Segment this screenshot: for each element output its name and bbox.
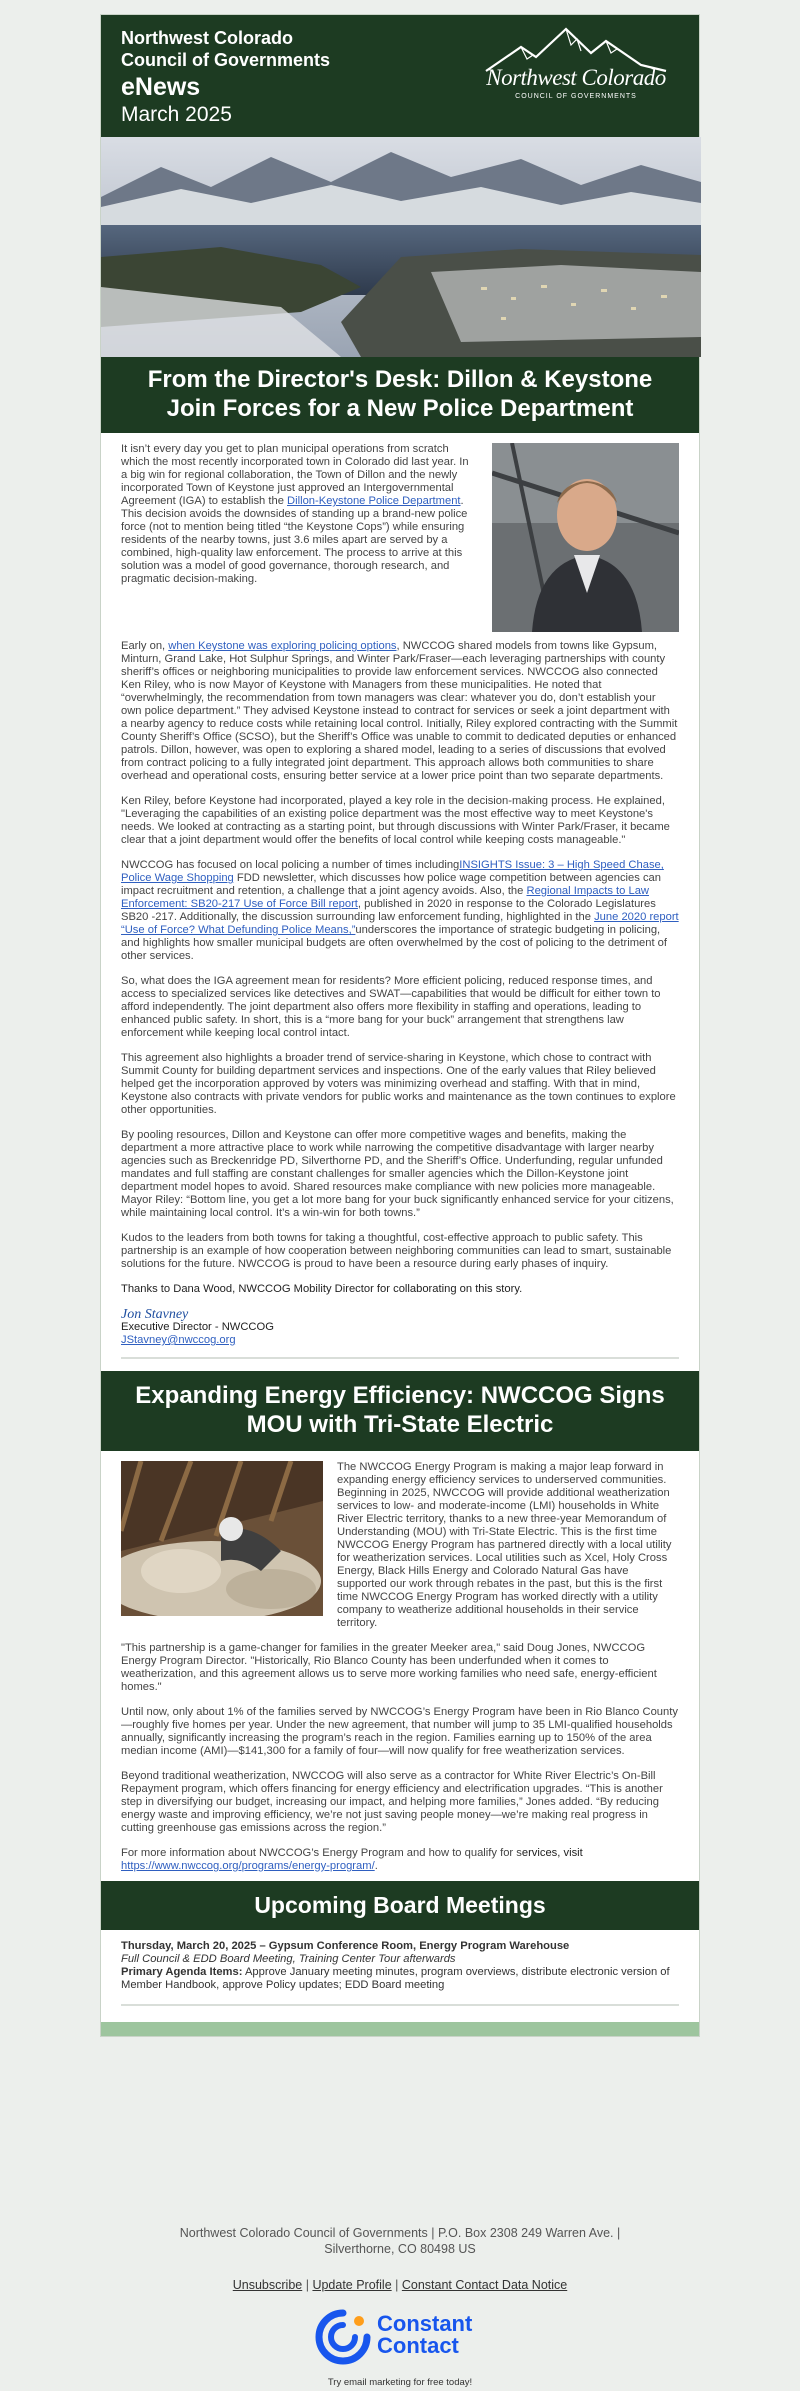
- meetings-title: Upcoming Board Meetings: [101, 1881, 699, 1930]
- constant-contact-icon: [315, 2309, 371, 2365]
- article1-paragraph: Kudos to the leaders from both towns for taking a thoughtful, cost-effective approach to public safety. This partnership is an example of how cooperation between neighboring communities can lead to smart, sustainable solutions for the future. NWCCOG is proud to have been a resource during early phases of inquiry.: [121, 1232, 672, 1270]
- email-container: [100, 14, 700, 2037]
- newsletter-title: eNews: [121, 73, 201, 101]
- email-footer: [0, 2225, 800, 2391]
- article2-paragraph: "This partnership is a game-changer for families in the greater Meeker area," said Doug Jones, NWCCOG Energy Program Director. "Historically, Rio Blanco County has been underfunded when it comes to weatherization, and this agreement allows us to serve more working families who need safe, energy-efficient homes.": [121, 1642, 657, 1693]
- meeting-date: Thursday, March 20, 2025 – Gypsum Conference Room, Energy Program Warehouse: [121, 1940, 570, 1952]
- constant-contact-tagline: Try email marketing for free today!: [327, 2377, 473, 2388]
- energy-program-link[interactable]: https://www.nwccog.org/programs/energy-program/: [121, 1860, 375, 1872]
- article1-body: It isn’t every day you get to plan municipal operations from scratch which the most recently incorporated town in Colorado did last year. In a big win for regional collaboration, the Town of Dillon and the newly incorporated Town of Keystone just approved an Intergovernmental Agreement (IGA) to establish the Dillon-Keystone Police Department. This decision avoids the downsides of standing up a brand-new police force (not to mention being titled “the Keystone Cops”) while ensuring residents of the nearby towns, just 3.6 miles apart are served by a combined, high-quality law enforcement. The process to arrive at this solution was a model of good governance, thorough research, and pragmatic decision-making. Early on, when Keystone was exploring policing options, NWCCOG shared models from towns like Gypsum, Minturn, Grand Lake, Hot Sulphur Springs, and Winter Park/Fraser—each leveraging partnerships with county sheriff’s offices or neighboring municipalities to provide law enforcement services. NWCCOG also connected Ken Riley, who is now Mayor of Keystone with Managers from these municipalities. He noted that “overwhelmingly, the recommendation from town managers was clear: whatever you do, don’t establish your own police department.” They advised Keystone instead to contract for services or seek a joint department with a nearby agency to reduce costs while retaining local control. Initially, Riley explored contracting with the Summit County Sheriff’s Office (SCSO), but the Sheriff’s Office was unable to commit to dedicated deputies or enhanced patrols. Dillon, however, was open to exploring a shared model, leading to a series of discussions that evolved from contract policing to a fully integrated joint department. This approach allows both communities to share overhead and operational costs, ensuring better service at a lower price point than two separate departments. Ken Riley, before Keystone had incorporated, played a key role in the decision-making process. He explained, "Leveraging the capabilities of an existing police department was the most effective way to meet Keystone's needs. We looked at contracting as a starting point, but through discussions with Winter Park/Fraser, it became clear that a joint department would offer the benefits of local control while keeping costs manageable." NWCCOG has focused on local policing a number of times includingINSIGHTS Issue: 3 – High Speed Chase, Police Wage Shopping FDD newsletter, which discusses how police wage competition between agencies can impact recruitment and retention, a challenge that a joint agency avoids. Also, the Regional Impacts to Law Enforcement: SB20-217 Use of Force Bill report, published in 2020 in response to the Colorado Legislatures SB20 -217. Additionally, the discussion surrounding law enforcement funding, highlighted in the June 2020 report “Use of Force? What Defunding Police Means,”underscores the importance of strategic budgeting in policing, and highlights how smaller municipal budgets are often overwhelmed by the cost of policing to the detriment of other services. So, what does the IGA agreement mean for residents? More efficient policing, reduced response times, and access to specialized services like detectives and SWAT—capabilities that would be difficult for either town to afford independently. The joint department also offers more flexibility in staffing and operations, leading to enhanced public safety. In short, this is a “more bang for your buck” arrangement that strengthens law enforcement while keeping local control intact. This agreement also highlights a broader trend of service-sharing in Keystone, which chose to contract with Summit County for building department services and inspections. One of the early values that Riley believed helped get the incorporation approved by voters was minimizing overhead and staffing. With that in mind, Keystone also contracts with private vendors for public works and maintenance as the town continues to explore other opportunities. By pooling resources, Dillon and Keystone can offer more competitive wages and benefits, making the department a more attractive place to work while narrowing the competitive disadvantage with larger nearby agencies such as Breckenridge PD, Silverthorne PD, and the Sheriff’s Office. Underfunding, regular unfunded mandates and full staffing are constant challenges for smaller agencies which the Dillon-Keystone joint department model hopes to avoid. Shared resources make compliance with new policies more manageable. Mayor Riley: “Bottom line, you get a lot more bang for your buck significantly enhanced service for your citizens, while maintaining local control. It’s a win-win for both towns.” Kudos to the leaders from both towns for taking a thoughtful, cost-effective approach to public safety. This partnership is an example of how cooperation between neighboring communities can lead to smart, sustainable solutions for the future. NWCCOG is proud to have been a resource during early phases of inquiry. Thanks to Dana Wood, NWCCOG Mobility Director for collaborating on this story. Jon Stavney Executive Director - NWCCOG JStavney@nwccog.org: [101, 433, 699, 1359]
- article2-body: The NWCCOG Energy Program is making a major leap forward in expanding energy efficiency services to underserved communities. Beginning in 2025, NWCCOG will provide additional weatherization services to low- and moderate-income (LMI) households in White River Electric territory, thanks to a new three-year Memorandum of Understanding (MOU) with Tri-State Electric. This is the first time NWCCOG Energy Program has partnered directly with a local utility for weatherization services. Local utilities such as Xcel, Holy Cross Energy, Black Hills Energy and Colorado Natural Gas have supported our work through rebates in the past, but this is the first time NWCCOG Energy Program has worked directly with a utility company to weatherize additional households in their service territory. "This partnership is a game-changer for families in the greater Meeker area," said Doug Jones, NWCCOG Energy Program Director. "Historically, Rio Blanco County has been underfunded when it comes to weatherization, and this agreement allows us to serve more working families who need safe, energy-efficient homes." Until now, only about 1% of the families served by NWCCOG’s Energy Program have been in Rio Blanco County—roughly five homes per year. Under the new agreement, that number will jump to 35 LMI-qualified households annually, significantly increasing the program’s reach in the region. Families earning up to 150% of the area median income (AMI)—$141,300 for a family of four—will now qualify for free weatherization services. Beyond traditional weatherization, NWCCOG will also serve as a contractor for White River Electric’s On-Bill Repayment program, which offers financing for energy efficiency and electrification upgrades. “This is another step in diversifying our budget, increasing our impact, and helping more families,” Jones added. “By reducing energy waste and improving efficiency, we’re not just saving people money—we’re making real progress in cutting greenhouse gas emissions across the region.” For more information about NWCCOG’s Energy Program and how to qualify for services, visit https://www.nwccog.org/programs/energy-program/.: [101, 1451, 699, 1873]
- footer-links: Unsubscribe | Update Profile | Constant Contact Data Notice: [232, 2278, 568, 2292]
- article2-title: Expanding Energy Efficiency: NWCCOG Signs MOU with Tri-State Electric: [101, 1371, 699, 1451]
- article1-paragraph: Ken Riley, before Keystone had incorporated, played a key role in the decision-making process. He explained, "Leveraging the capabilities of an existing police department was the most effective way to meet Keystone's needs. We looked at contracting as a starting point, but through discussions with Winter Park/Fraser, it became clear that a joint department would offer the benefits of local control while keeping costs manageable.": [121, 795, 670, 846]
- section-divider: [121, 1357, 679, 1359]
- director-title: Executive Director - NWCCOG: [121, 1321, 274, 1333]
- address-line-1: Northwest Colorado Council of Governments | P.O. Box 2308 249 Warren Ave. |: [179, 2226, 621, 2240]
- article2-paragraph: Beyond traditional weatherization, NWCCOG will also serve as a contractor for White River Electric’s On-Bill Repayment program, which offers financing for energy efficiency and electrification upgrades. “This is another step in diversifying our budget, increasing our impact, and helping more families,” Jones added. “By reducing energy waste and improving efficiency, we’re not just saving people money—we’re making real progress in cutting greenhouse gas emissions across the region.”: [121, 1770, 663, 1834]
- org-name: Northwest Colorado Council of Governments: [121, 28, 331, 70]
- agenda-label: Primary Agenda Items:: [121, 1966, 243, 1978]
- hero-lake-town-image: [101, 137, 701, 357]
- article1-paragraph: This agreement also highlights a broader trend of service-sharing in Keystone, which chose to contract with Summit County for building department services and inspections. One of the early values that Riley believed helped get the incorporation approved by voters was minimizing overhead and staffing. With that in mind, Keystone also contracts with private vendors for public works and maintenance as the town continues to explore other opportunities.: [121, 1052, 676, 1116]
- article1-paragraph: So, what does the IGA agreement mean for residents? More efficient policing, reduced response times, and access to specialized services like detectives and SWAT—capabilities that would be difficult for either town to afford independently. The joint department also offers more flexibility in staffing and operations, leading to enhanced public safety. In short, this is a “more bang for your buck” arrangement that strengthens law enforcement while keeping local control intact.: [121, 975, 661, 1039]
- green-footer-bar: [101, 2022, 699, 2036]
- article1-thanks: Thanks to Dana Wood, NWCCOG Mobility Director for collaborating on this story.: [121, 1283, 523, 1295]
- dillon-keystone-pd-link[interactable]: Dillon-Keystone Police Department: [287, 495, 461, 507]
- update-profile-link[interactable]: Update Profile: [312, 2278, 392, 2292]
- agenda-text: Approve January meeting minutes, program overviews, distribute electronic version of Member Handbook, approve Policy updates; EDD Board meeting: [121, 1966, 670, 1991]
- article2-paragraph: The NWCCOG Energy Program is making a major leap forward in expanding energy efficiency services to underserved communities. Beginning in 2025, NWCCOG will provide additional weatherization services to low- and moderate-income (LMI) households in White River Electric territory, thanks to a new three-year Memorandum of Understanding (MOU) with Tri-State Electric. This is the first time NWCCOG Energy Program has partnered directly with a local utility for weatherization services. Local utilities such as Xcel, Holy Cross Energy, Black Hills Energy and Colorado Natural Gas have supported our work through rebates in the past, but this is the first time NWCCOG Energy Program has worked directly with a utility company to weatherize additional households in their service territory.: [337, 1461, 672, 1629]
- newsletter-month: March 2025: [121, 103, 232, 126]
- constant-contact-logo[interactable]: Constant Contact: [315, 2309, 485, 2369]
- unsubscribe-link[interactable]: Unsubscribe: [232, 2278, 303, 2292]
- nwccog-logo: Northwest Colorado COUNCIL OF GOVERNMENTS: [481, 25, 671, 105]
- director-signature: Jon Stavney: [121, 1307, 189, 1322]
- section-divider: [121, 2004, 679, 2006]
- email-header: [101, 15, 699, 137]
- keystone-policing-options-link[interactable]: when Keystone was exploring policing options: [168, 640, 397, 652]
- director-portrait-photo: [492, 443, 679, 632]
- meeting-subtitle: Full Council & EDD Board Meeting, Training Center Tour afterwards: [121, 1953, 456, 1965]
- attic-insulation-photo: [121, 1461, 323, 1616]
- insights-issue-link[interactable]: INSIGHTS Issue: 3 – High Speed Chase, Police Wage Shopping: [121, 859, 664, 884]
- meeting-details: [101, 1930, 699, 2022]
- data-notice-link[interactable]: Constant Contact Data Notice: [401, 2278, 568, 2292]
- director-email-link[interactable]: JStavney@nwccog.org: [121, 1334, 236, 1346]
- defunding-police-report-link[interactable]: June 2020 report “Use of Force? What Defunding Police Means,”: [121, 911, 679, 936]
- sb20-217-report-link[interactable]: Regional Impacts to Law Enforcement: SB20-217 Use of Force Bill report: [121, 885, 649, 910]
- address-line-2: Silverthorne, CO 80498 US: [324, 2242, 476, 2256]
- article1-title: From the Director's Desk: Dillon & Keystone Join Forces for a New Police Department: [101, 357, 699, 433]
- article1-paragraph: By pooling resources, Dillon and Keystone can offer more competitive wages and benefits, making the department a more attractive place to work while narrowing the competitive disadvantage with larger nearby agencies such as Breckenridge PD, Silverthorne PD, and the Sheriff’s Office. Underfunding, regular unfunded mandates and full staffing are constant challenges for smaller agencies which the Dillon-Keystone joint department model hopes to avoid. Shared resources make compliance with new policies more manageable. Mayor Riley: “Bottom line, you get a lot more bang for your buck significantly enhanced service for your citizens, while maintaining local control. It’s a win-win for both towns.”: [121, 1129, 674, 1219]
- article2-paragraph: Until now, only about 1% of the families served by NWCCOG’s Energy Program have been in Rio Blanco County—roughly five homes per year. Under the new agreement, that number will jump to 35 LMI-qualified households annually, significantly increasing the program’s reach in the region. Families earning up to 150% of the area median income (AMI)—$141,300 for a family of four—will now qualify for free weatherization services.: [121, 1706, 678, 1757]
